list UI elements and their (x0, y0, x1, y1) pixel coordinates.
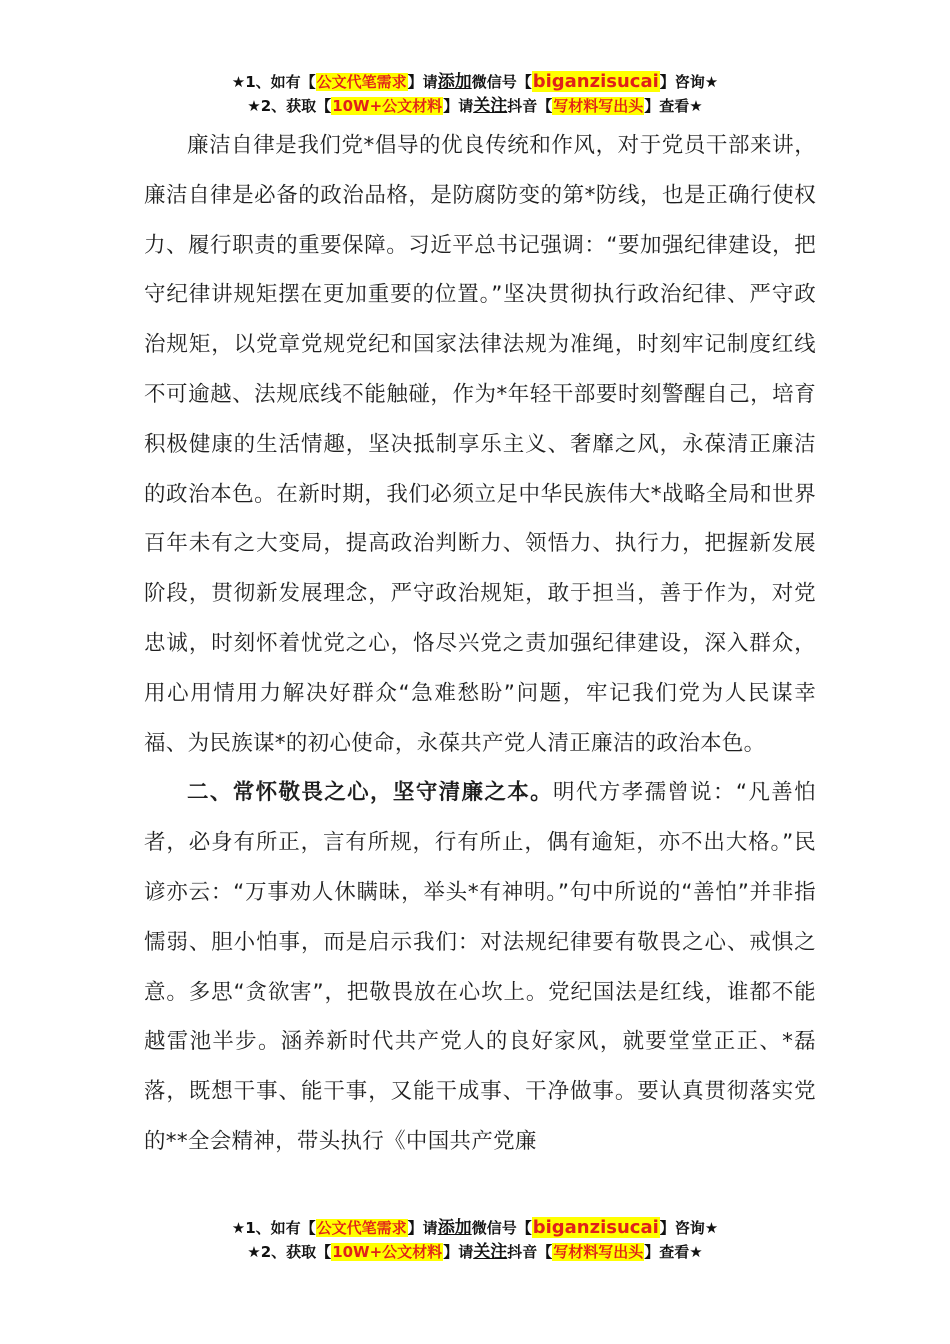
highlight-douyin: 写材料写出头 (553, 97, 644, 115)
banner-text: 】请 (443, 1243, 474, 1261)
banner-text: 】请 (407, 1219, 438, 1237)
highlight-materials: 10W+公文材料 (332, 1243, 443, 1261)
banner-line-2 (0, 94, 950, 118)
highlight-materials: 10W+公文材料 (332, 97, 443, 115)
highlight-wechat-id: biganzisucai (532, 1217, 659, 1238)
emphasis-add: 添加 (437, 1218, 472, 1238)
banner-text: 】查看★ (644, 97, 703, 115)
banner-text: 】咨询★ (659, 73, 719, 91)
banner-text: 抖音【 (507, 97, 553, 115)
banner-text: ★1、如有【 (231, 73, 316, 91)
highlight-service: 公文代笔需求 (316, 1219, 407, 1237)
paragraph-2 (144, 768, 816, 1166)
highlight-wechat-id: biganzisucai (532, 71, 659, 92)
banner-text: 】咨询★ (659, 1219, 719, 1237)
banner-text: ★2、获取【 (247, 1243, 332, 1261)
emphasis-follow: 关注 (473, 1242, 508, 1262)
banner-text: 抖音【 (507, 1243, 553, 1261)
emphasis-add: 添加 (437, 72, 472, 92)
banner-line-2 (0, 1240, 950, 1264)
emphasis-follow: 关注 (473, 96, 508, 116)
banner-text: ★2、获取【 (247, 97, 332, 115)
highlight-douyin: 写材料写出头 (553, 1243, 644, 1261)
banner-text: 微信号【 (471, 73, 532, 91)
paragraph-2-text: 明代方孝孺曾说：“凡善怕者，必身有所正，言有所规，行有所止，偶有逾矩，亦不出大格。”民谚亦云：“万事劝人休瞒昧，举头*有神明。”句中所说的“善怕”并非指懦弱、胆小怕事，而是启示我们：对法规纪律要有敬畏之心、戒惧之意。多思“贪欲害”，把敬畏放在心坎上。党纪国法是红线，谁都不能越雷池半步。涵养新时代共产党人的良好家风，就要堂堂正正、*磊落，既想干事、能干事，又能干成事、干净做事。要认真贯彻落实党的**全会精神，带头执行《中国共产党廉 (144, 780, 816, 1154)
top-banner (0, 70, 950, 118)
banner-text: 微信号【 (471, 1219, 532, 1237)
paragraph-1: 廉洁自律是我们党*倡导的优良传统和作风，对于党员干部来讲，廉洁自律是必备的政治品格，是防腐防变的第*防线，也是正确行使权力、履行职责的重要保障。习近平总书记强调：“要加强纪律建设，把守纪律讲规矩摆在更加重要的位置。”坚决贯彻执行政治纪律、严守政治规矩，以党章党规党纪和国家法律法规为准绳，时刻牢记制度红线不可逾越、法规底线不能触碰，作为*年轻干部要时刻警醒自己，培育积极健康的生活情趣，坚决抵制享乐主义、奢靡之风，永葆清正廉洁的政治本色。在新时期，我们必须立足中华民族伟大*战略全局和世界百年未有之大变局，提高政治判断力、领悟力、执行力，把握新发展阶段，贯彻新发展理念，严守政治规矩，敢于担当，善于作为，对党忠诚，时刻怀着忧党之心，恪尽兴党之责加强纪律建设，深入群众，用心用情用力解决好群众“急难愁盼”问题，牢记我们党为人民谋幸福、为民族谋*的初心使命，永葆共产党人清正廉洁的政治本色。 (144, 133, 816, 756)
banner-text: ★1、如有【 (231, 1219, 316, 1237)
banner-text: 】查看★ (644, 1243, 703, 1261)
banner-line-1 (0, 70, 950, 94)
document-body (144, 121, 816, 1167)
section-heading: 二、常怀敬畏之心，坚守清廉之本。 (187, 780, 553, 806)
banner-text: 】请 (443, 97, 474, 115)
banner-line-1 (0, 1216, 950, 1240)
banner-text: 】请 (407, 73, 438, 91)
highlight-service: 公文代笔需求 (316, 73, 407, 91)
bottom-banner (0, 1216, 950, 1264)
